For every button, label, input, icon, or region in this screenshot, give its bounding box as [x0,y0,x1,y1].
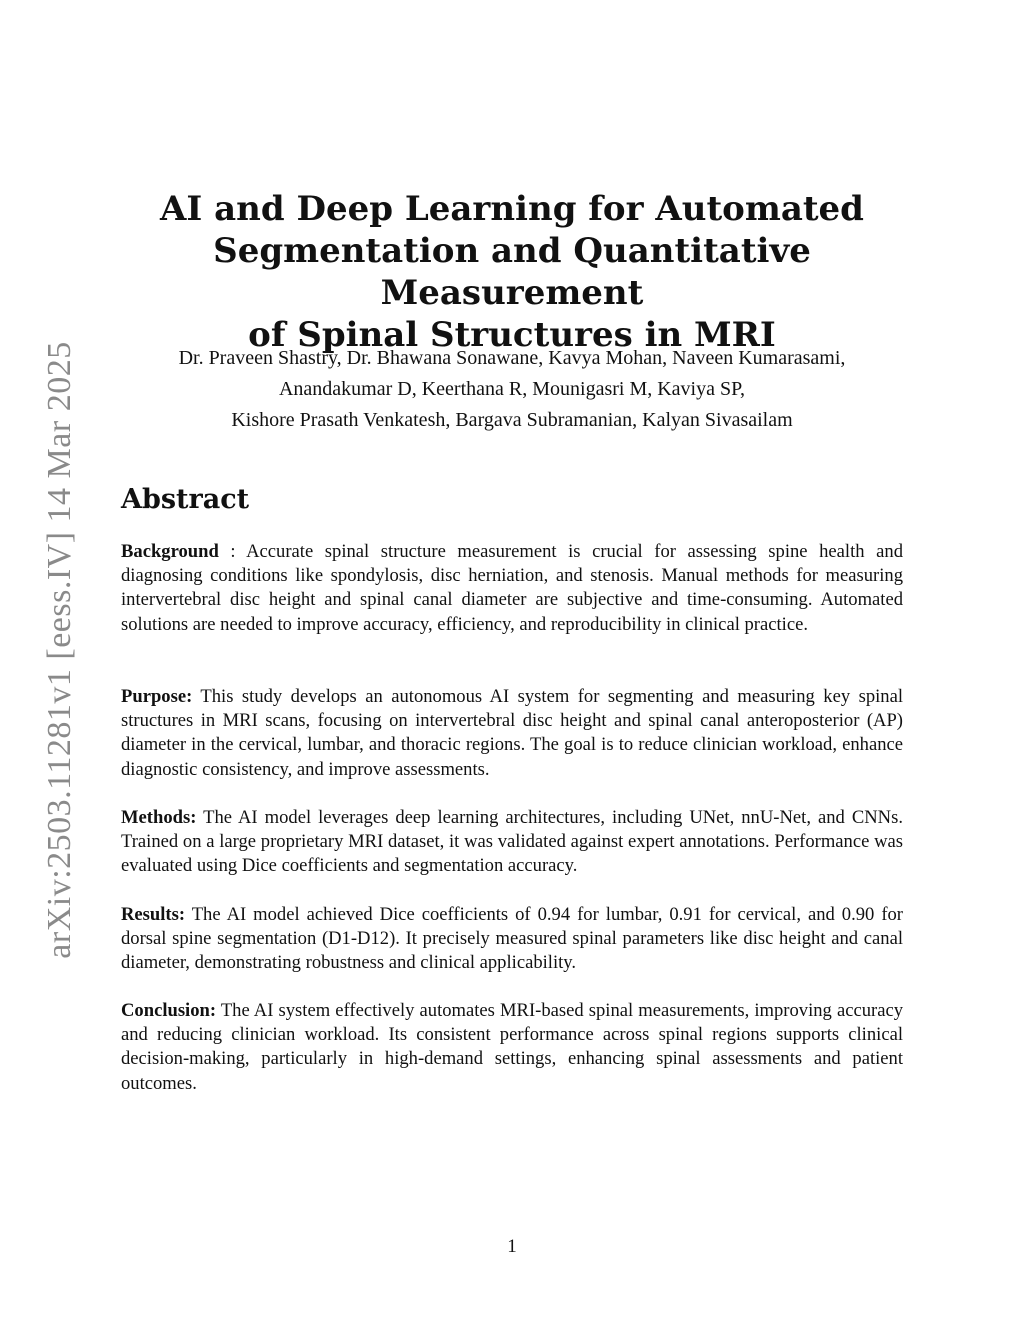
section-text: This study develops an autonomous AI system for segmenting and measuring key spinal structures in MRI scans, focusing on intervertebral disc height and spinal canal anteroposterior (AP) diameter in the cervical, lumbar, and thoracic regions. The goal is to reduce clinician workload, enhance diagnostic consistency, and improve assessments. [121,686,903,780]
title-line: of Spinal Structures in MRI [248,315,776,355]
section-text: Accurate spinal structure measurement is crucial for assessing spine health and diagnosing conditions like spondylosis, disc herniation, and stenosis. Manual methods for measuring intervertebral disc height and spinal canal diameter are subjective and time-consuming. Automated solutions are needed to improve accuracy, efficiency, and reproducibility in clinical practice. [121,541,903,635]
section-label: Conclusion: [121,1000,217,1021]
section-label: Results: [121,904,186,925]
title-line: Segmentation and Quantitative Measurement [213,231,811,313]
section-text: The AI system effectively automates MRI-based spinal measurements, improving accuracy and reducing clinician workload. Its consistent performance across spinal regions supports clinical decision-making, particularly in high-demand settings, enhancing spinal assessments and patient outcomes. [121,1000,903,1094]
section-separator: : [218,541,247,562]
abstract-background [121,540,903,637]
abstract-results [121,903,903,976]
author-line: Kishore Prasath Venkatesh, Bargava Subramanian, Kalyan Sivasailam [231,409,793,431]
author-line: Anandakumar D, Keerthana R, Mounigasri M, Kaviya SP, [278,378,746,400]
author-list [100,343,924,436]
title-line: AI and Deep Learning for Automated [160,189,864,229]
section-label: Methods: [121,807,197,828]
section-label: Background [121,541,219,562]
abstract-methods [121,806,903,879]
section-separator [185,904,192,925]
paper-title [110,188,914,356]
arxiv-identifier: arXiv:2503.11281v1 [eess.IV] 14 Mar 2025 [41,341,78,959]
section-text: The AI model achieved Dice coefficients of 0.94 for lumbar, 0.91 for cervical, and 0.90 for dorsal spine segmentation (D1-D12). It precisely measured spinal parameters like disc height and canal diameter, demonstrating robustness and clinical applicability. [121,904,903,974]
abstract-heading: Abstract [121,484,250,515]
author-line: Dr. Praveen Shastry, Dr. Bhawana Sonawane, Kavya Mohan, Naveen Kumarasami, [178,347,846,369]
section-text: The AI model leverages deep learning architectures, including UNet, nnU-Net, and CNNs. Trained on a large proprietary MRI dataset, it was validated against expert annotations. Performance was evaluated using Dice coefficients and segmentation accuracy. [121,807,903,877]
abstract-purpose [121,685,903,782]
page-number: 1 [507,1236,517,1257]
abstract-conclusion [121,999,903,1096]
section-label: Purpose: [121,686,193,707]
